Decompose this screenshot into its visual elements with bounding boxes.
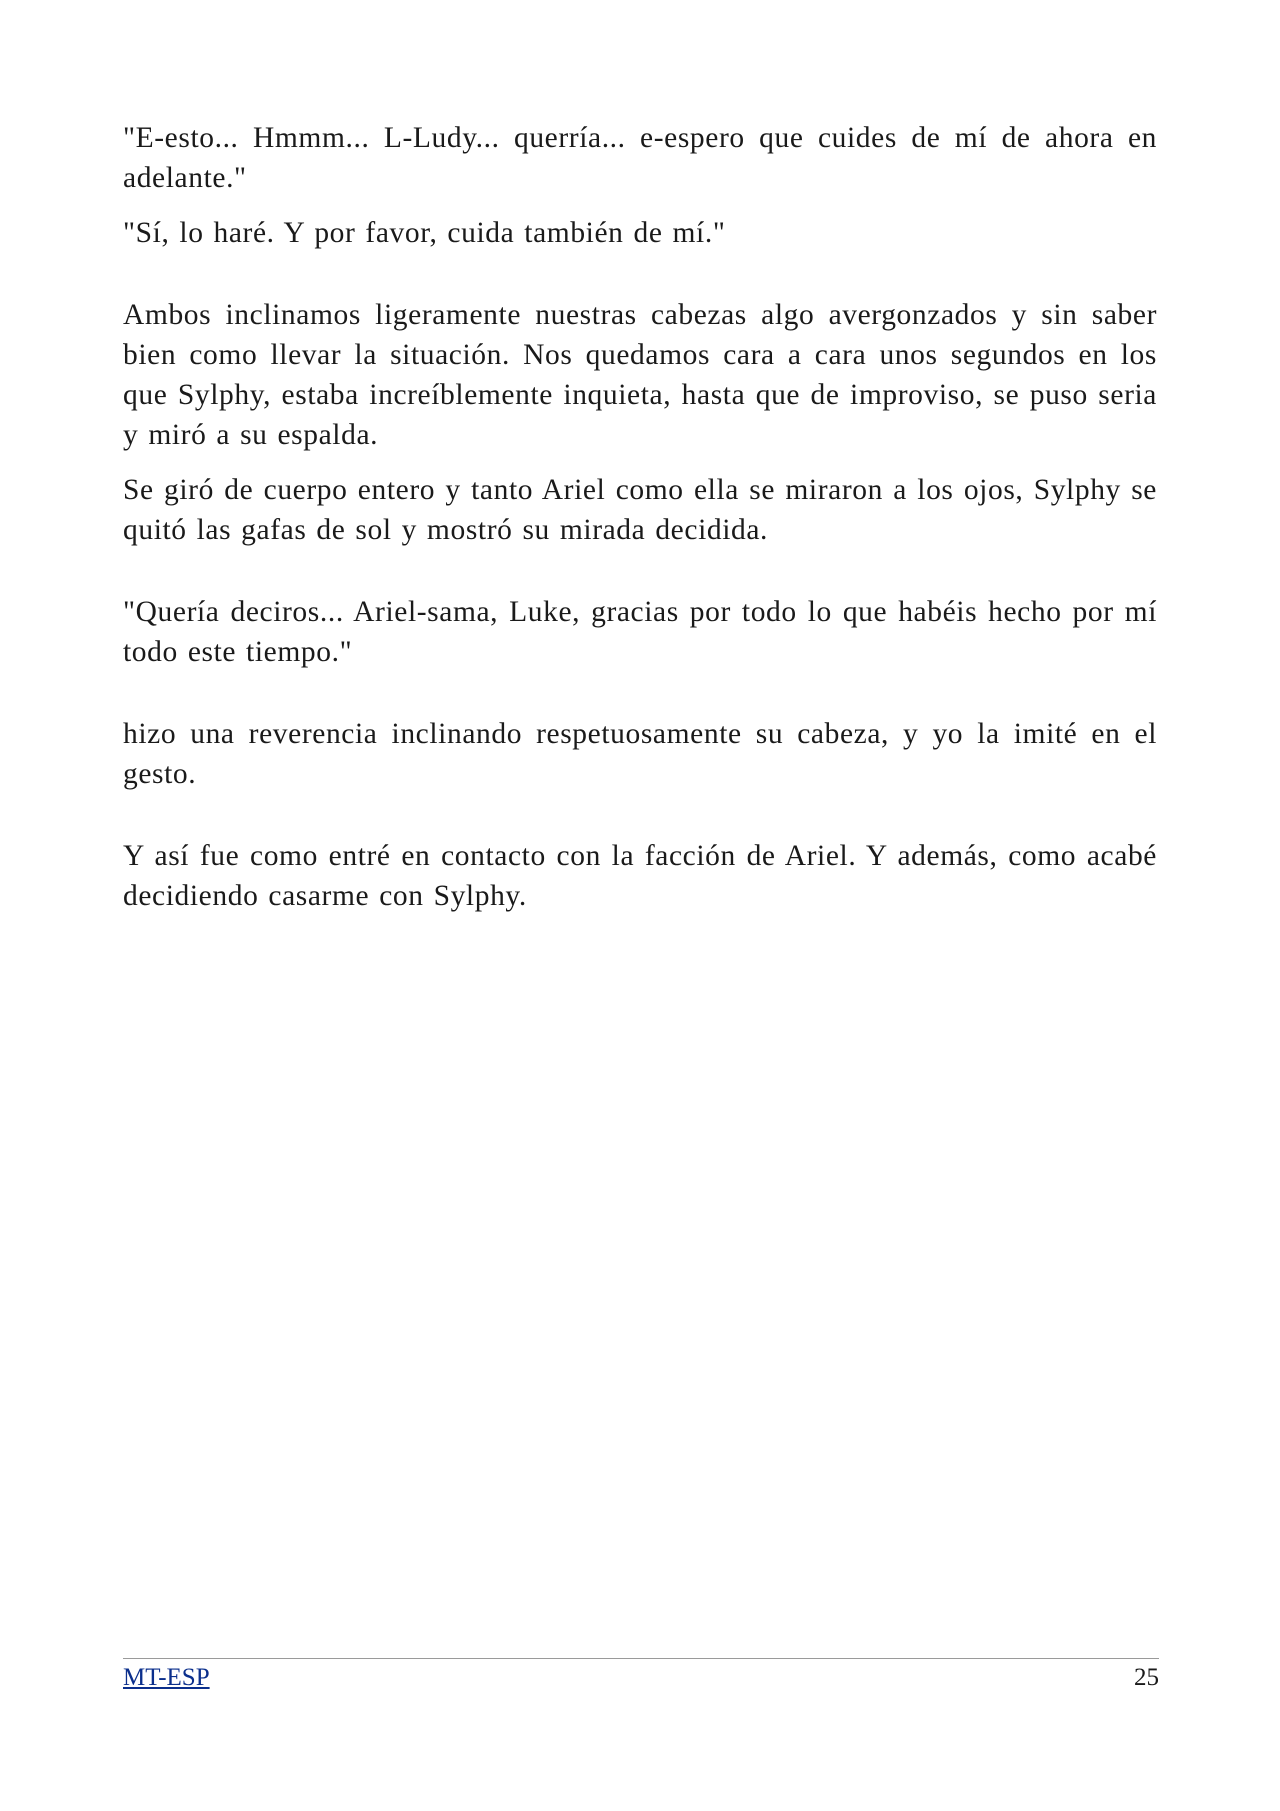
page-number: 25 [1134,1664,1159,1691]
page-body [123,118,1157,916]
page-footer [123,1658,1159,1693]
footer-link[interactable]: MT-ESP [123,1664,210,1691]
paragraph-4: Se giró de cuerpo entero y tanto Ariel como ella se miraron a los ojos, Sylphy se quitó las gafas de sol y mostró su mirada decidida. [123,474,1157,546]
paragraph-2: "Sí, lo haré. Y por favor, cuida también de mí." [123,217,726,249]
paragraph-5: "Quería deciros... Ariel-sama, Luke, gracias por todo lo que habéis hecho por mí todo este tiempo." [123,596,1157,668]
paragraph-7: Y así fue como entré en contacto con la facción de Ariel. Y además, como acabé decidiendo casarme con Sylphy. [123,840,1157,912]
paragraph-3: Ambos inclinamos ligeramente nuestras cabezas algo avergonzados y sin saber bien como llevar la situación. Nos quedamos cara a cara unos segundos en los que Sylphy, estaba increíblemente inquieta, hasta que de improviso, se puso seria y miró a su espalda. [123,299,1157,451]
paragraph-1: "E-esto... Hmmm... L-Ludy... querría... e-espero que cuides de mí de ahora en adelante." [123,122,1157,194]
paragraph-6: hizo una reverencia inclinando respetuosamente su cabeza, y yo la imité en el gesto. [123,718,1157,790]
